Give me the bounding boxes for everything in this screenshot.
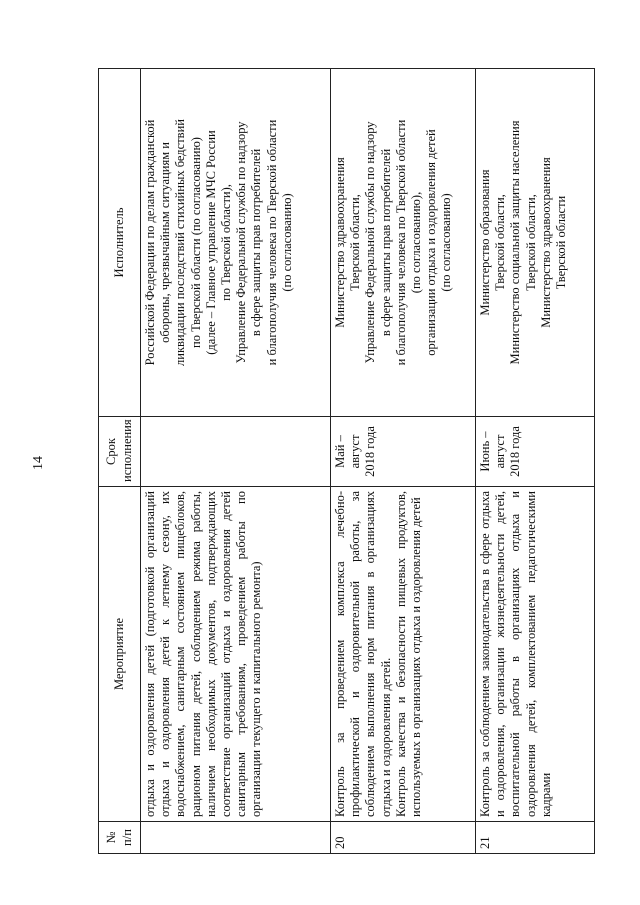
row-term (141, 417, 331, 487)
table-row (141, 69, 331, 854)
executor-line: Тверской области, (523, 194, 538, 291)
executor-line: (далее – Главное управление МЧС России (203, 130, 218, 355)
executor-line: (по согласованию), (409, 191, 424, 294)
executor-line: Тверской области, (348, 194, 363, 291)
row-num (141, 822, 331, 854)
term-line: 2018 года (508, 426, 523, 477)
executor-line: и благополучия человека по Тверской области (393, 119, 408, 366)
executor-line: по Тверской области), (219, 184, 234, 301)
executor-line: Министерство социальной защиты населения (508, 120, 523, 365)
row-executor (476, 69, 595, 417)
executor-line: обороны, чрезвычайным ситуациям и (158, 142, 173, 343)
executor-line: ликвидации последствий стихийных бедствий (173, 119, 188, 366)
header-activity: Мероприятие (99, 487, 141, 822)
executor-line: по Тверской области (по согласованию) (188, 137, 203, 348)
executor-line: Министерство здравоохранения (333, 157, 347, 328)
row-term (331, 417, 476, 487)
rotated-table-wrapper (98, 69, 594, 854)
term-line: 2018 года (363, 426, 378, 477)
row-activity (331, 487, 476, 822)
executor-line: в сфере защиты прав потребителей (249, 148, 264, 337)
executor-line: Российской Федерации по делам гражданской (143, 119, 157, 366)
row-activity: отдыха и оздоровления детей (подготовкой организаций отдыха и оздоровления детей к летнему сезону, их водоснабжением, санитарным состоянием пищеблоков, рационом питания детей, соблюдением режима работы, наличием необходимых документов, подтверждающих соответствие организаций отдыха и оздоровления детей санитарным требованиям, проведением работы по организации текущего и капитального ремонта) (141, 487, 331, 822)
row-num: 20 (331, 822, 476, 854)
term-line: август (348, 434, 363, 469)
executor-line: Тверской области (554, 195, 569, 290)
executor-line: в сфере защиты прав потребителей (378, 148, 393, 337)
header-num: № п/п (99, 822, 141, 854)
table-row (476, 69, 595, 854)
executor-line: Министерство здравоохранения (538, 157, 553, 328)
header-term: Срок исполнения (99, 417, 141, 487)
executor-line: Управление Федеральной службы по надзору (363, 121, 378, 364)
activity-paragraph: Контроль за проведением комплекса лечебно-профилактической и оздоровительной работы, за соблюдением выполнения норм питания в организациях отдыха и оздоровления детей. (333, 491, 393, 817)
row-executor (331, 69, 476, 417)
table-header-row (99, 69, 141, 854)
executor-line: Тверской области, (493, 194, 508, 291)
measures-table (98, 68, 595, 854)
term-line: Июнь – (478, 431, 492, 472)
executor-line: Управление Федеральной службы по надзору (234, 121, 249, 364)
executor-line: и благополучия человека по Тверской области (264, 119, 279, 366)
header-executor: Исполнитель (99, 69, 141, 417)
page-number: 14 (31, 456, 46, 470)
term-line: август (493, 434, 508, 469)
row-executor (141, 69, 331, 417)
executor-line: (по согласованию) (279, 193, 294, 292)
executor-line: организации отдыха и оздоровления детей (424, 129, 439, 356)
row-term (476, 417, 595, 487)
activity-paragraph: Контроль качества и безопасности пищевых продуктов, используемых в организациях отдыха и оздоровления детей (393, 491, 424, 817)
executor-line: Министерство образования (478, 169, 492, 316)
executor-line: (по согласованию) (439, 193, 454, 292)
row-num: 21 (476, 822, 595, 854)
table-row (331, 69, 476, 854)
term-line: Май – (333, 435, 347, 468)
row-activity: Контроль за соблюдением законодательства в сфере отдыха и оздоровления, организации жизнедеятельности детей, воспитательной работы в организациях отдыха и оздоровления детей, комплектованием педагогическими кадрами (476, 487, 595, 822)
